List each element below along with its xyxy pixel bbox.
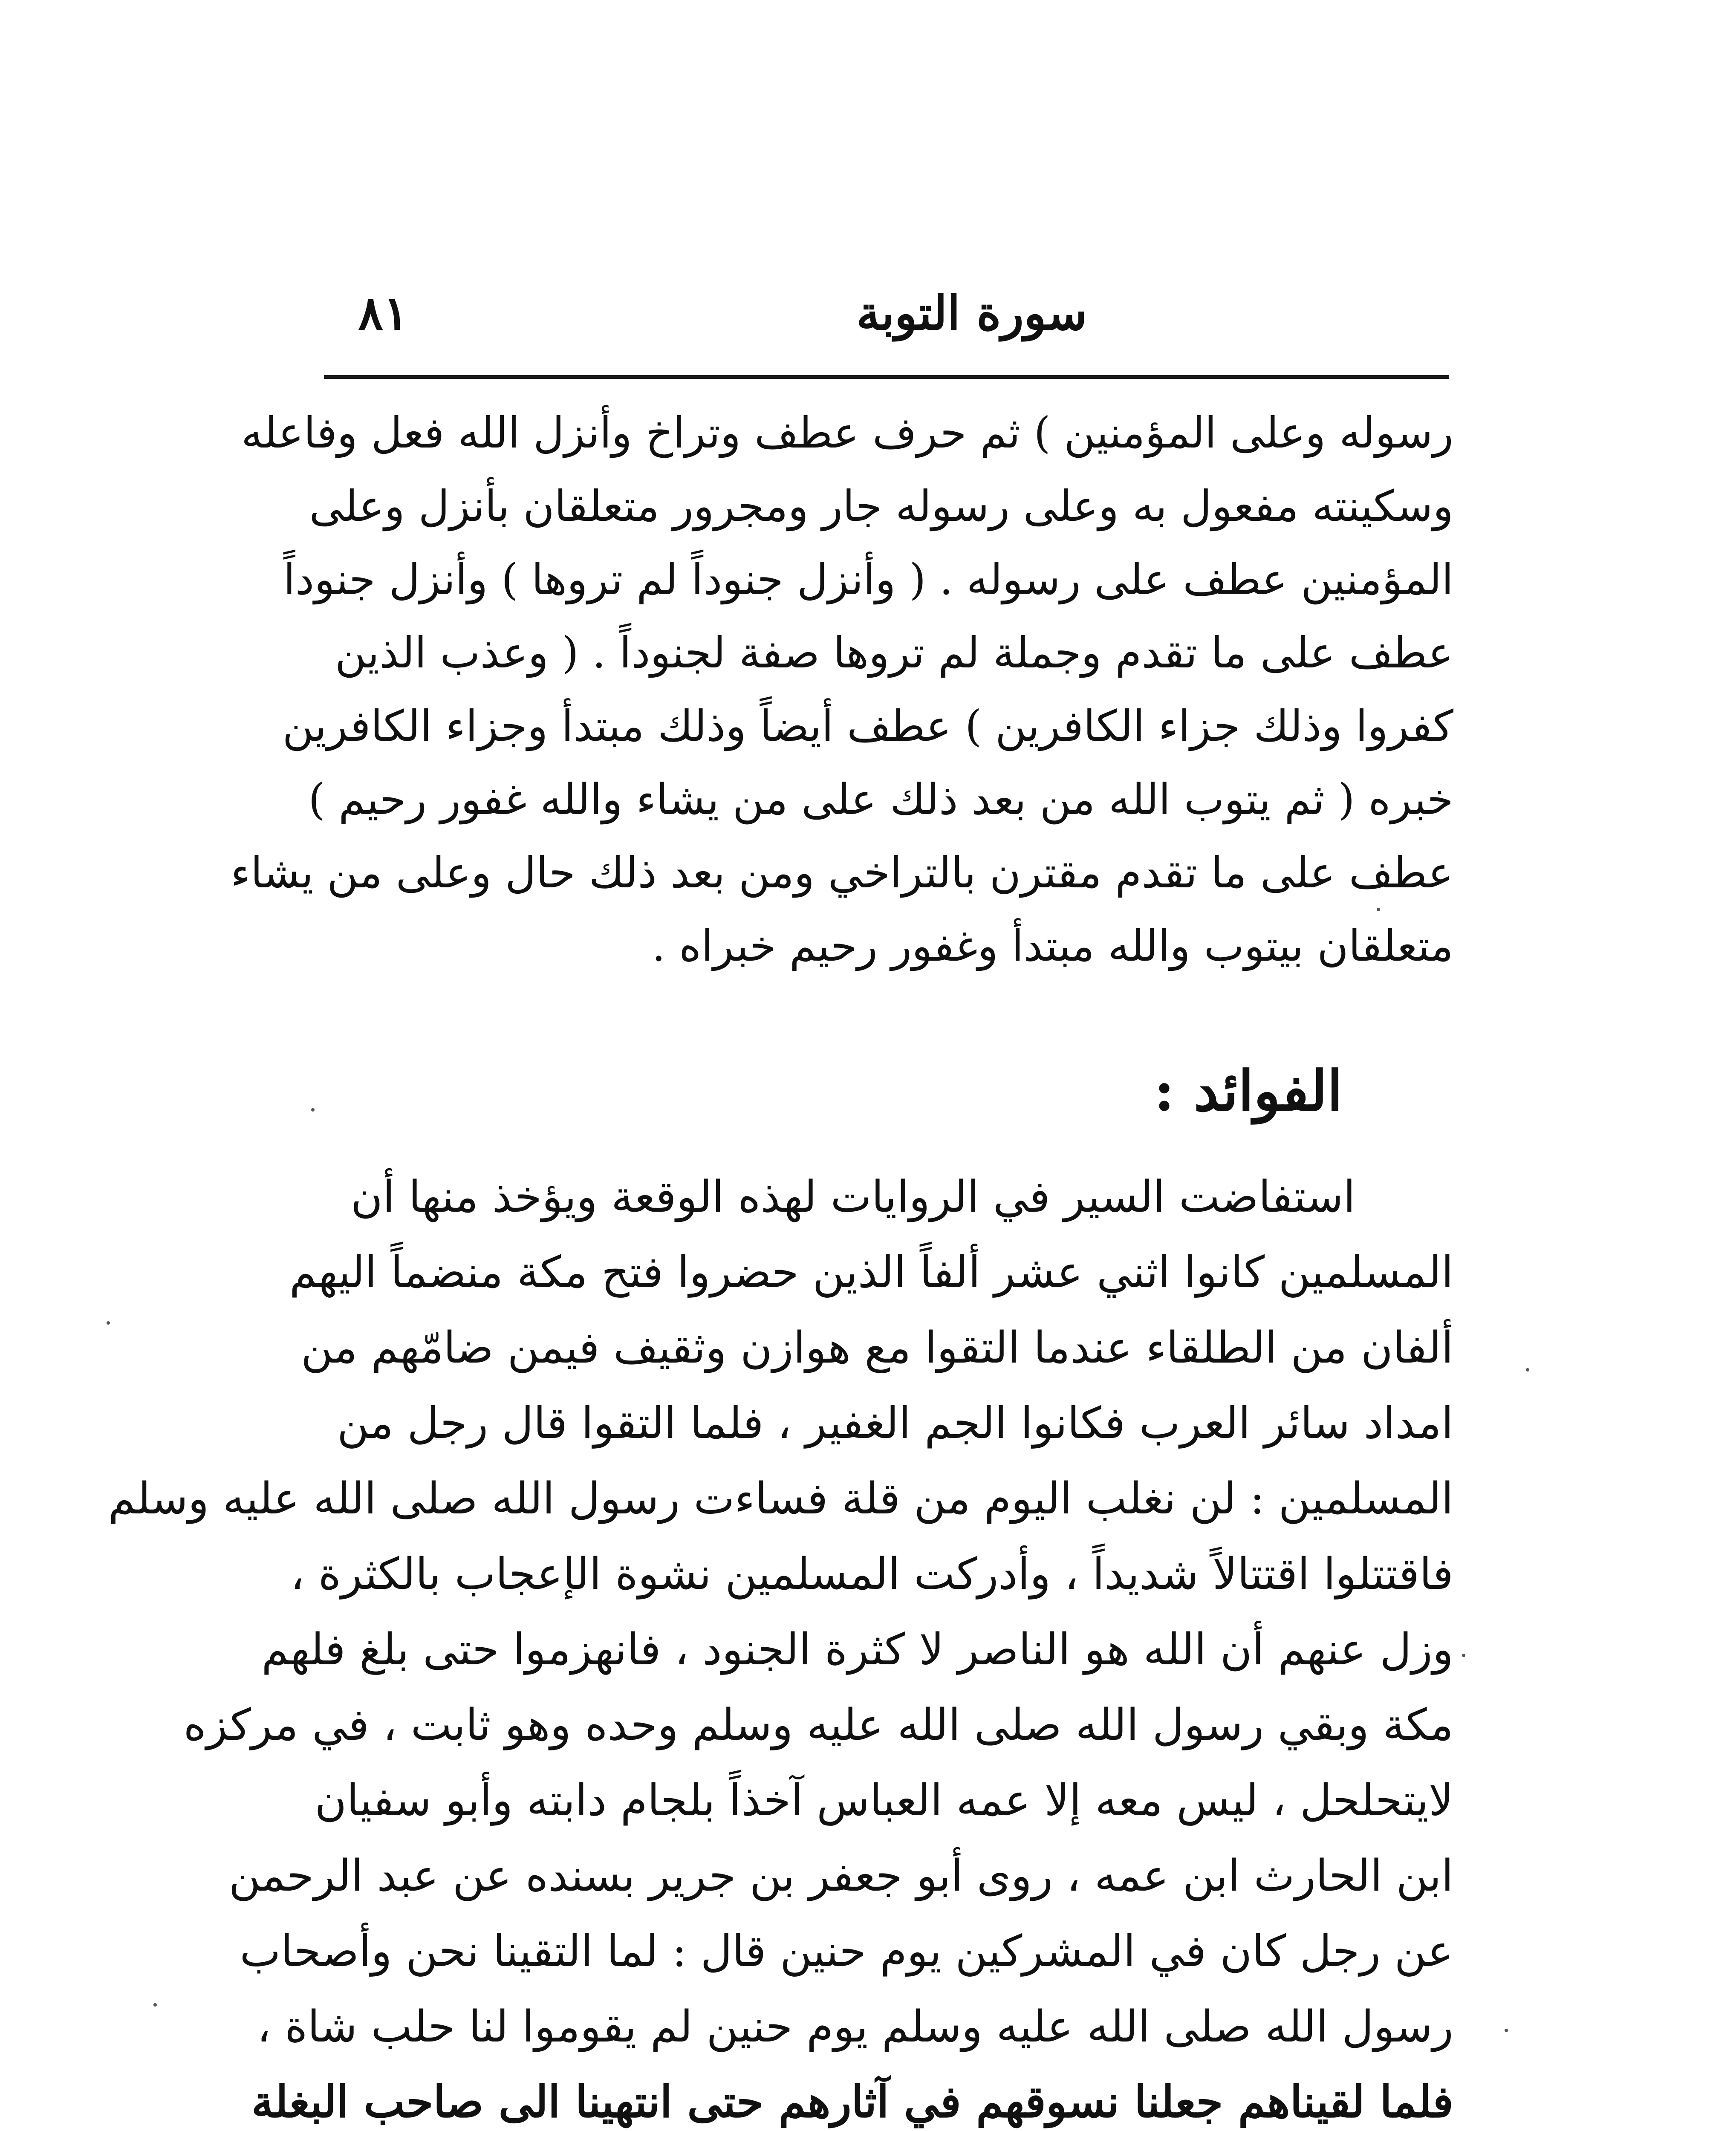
text-line: عطف على ما تقدم مقترن بالتراخي ومن بعد ذلك حال وعلى من يشاء bbox=[230, 848, 1453, 898]
section-heading: الفوائد : bbox=[1154, 1058, 1343, 1123]
text-line: فاقتتلوا اقتتالاً شديداً ، وأدركت المسلمين نشوة الإعجاب بالكثرة ، bbox=[290, 1549, 1453, 1600]
text-line: ابن الحارث ابن عمه ، روى أبو جعفر بن جرير بسنده عن عبد الرحمن bbox=[228, 1851, 1453, 1901]
text-line: ألفان من الطلقاء عندما التقوا مع هوازن وثقيف فيمن ضامّهم من bbox=[301, 1322, 1453, 1373]
text-line: عطف على ما تقدم وجملة لم تروها صفة لجنوداً . ( وعذب الذين bbox=[335, 628, 1453, 678]
scan-speck bbox=[153, 2003, 157, 2007]
text-line: كفروا وذلك جزاء الكافرين ) عطف أيضاً وذلك مبتدأ وجزاء الكافرين bbox=[282, 701, 1453, 751]
text-line: استفاضت السير في الروايات لهذه الوقعة ويؤخذ منها أن bbox=[351, 1172, 1355, 1222]
text-line: خبره ( ثم يتوب الله من بعد ذلك على من يشاء والله غفور رحيم ) bbox=[308, 774, 1453, 824]
text-line: رسوله وعلى المؤمنين ) ثم حرف عطف وتراخ وأنزل الله فعل وفاعله bbox=[241, 408, 1453, 458]
scan-speck bbox=[1462, 1654, 1465, 1657]
text-line: امداد سائر العرب فكانوا الجم الغفير ، فلما التقوا قال رجل من bbox=[337, 1398, 1453, 1449]
text-line: وسكينته مفعول به وعلى رسوله جار ومجرور متعلقان بأنزل وعلى bbox=[309, 481, 1453, 531]
text-line: المسلمين : لن نغلب اليوم من قلة فساءت رسول الله صلى الله عليه وسلم bbox=[108, 1473, 1453, 1524]
text-line: فلما لقيناهم جعلنا نسوقهم في آثارهم حتى انتهينا الى صاحب البغلة bbox=[251, 2076, 1453, 2128]
benefits-paragraph bbox=[108, 1159, 1453, 2131]
text-line: لايتحلحل ، ليس معه إلا عمه العباس آخذاً بلجام دابته وأبو سفيان bbox=[315, 1775, 1453, 1826]
scan-speck bbox=[1505, 2029, 1508, 2032]
scan-speck bbox=[107, 1321, 110, 1325]
scan-speck bbox=[1377, 908, 1380, 911]
header-divider bbox=[324, 375, 1449, 379]
text-line: عن رجل كان في المشركين يوم حنين قال : لما التقينا نحن وأصحاب bbox=[240, 1926, 1453, 1977]
grammar-paragraph bbox=[230, 396, 1453, 983]
text-line: متعلقان بيتوب والله مبتدأ وغفور رحيم خبراه . bbox=[652, 921, 1453, 971]
text-line: رسول الله صلى الله عليه وسلم يوم حنين لم يقوموا لنا حلب شاة ، bbox=[257, 2001, 1453, 2052]
scan-speck bbox=[1526, 1368, 1529, 1372]
scan-speck bbox=[311, 1108, 315, 1112]
surah-title: سورة التوبة bbox=[856, 286, 1087, 341]
text-line: المؤمنين عطف على رسوله . ( وأنزل جنوداً لم تروها ) وأنزل جنوداً bbox=[283, 554, 1453, 604]
text-line: مكة وبقي رسول الله صلى الله عليه وسلم وحده وهو ثابت ، في مركزه bbox=[183, 1700, 1453, 1750]
page-number: ٨١ bbox=[358, 286, 409, 341]
text-line: المسلمين كانوا اثني عشر ألفاً الذين حضروا فتح مكة منضماً اليهم bbox=[289, 1247, 1453, 1298]
text-line: وزل عنهم أن الله هو الناصر لا كثرة الجنود ، فانهزموا حتى بلغ فلهم bbox=[261, 1624, 1453, 1675]
page-header bbox=[324, 273, 1449, 358]
